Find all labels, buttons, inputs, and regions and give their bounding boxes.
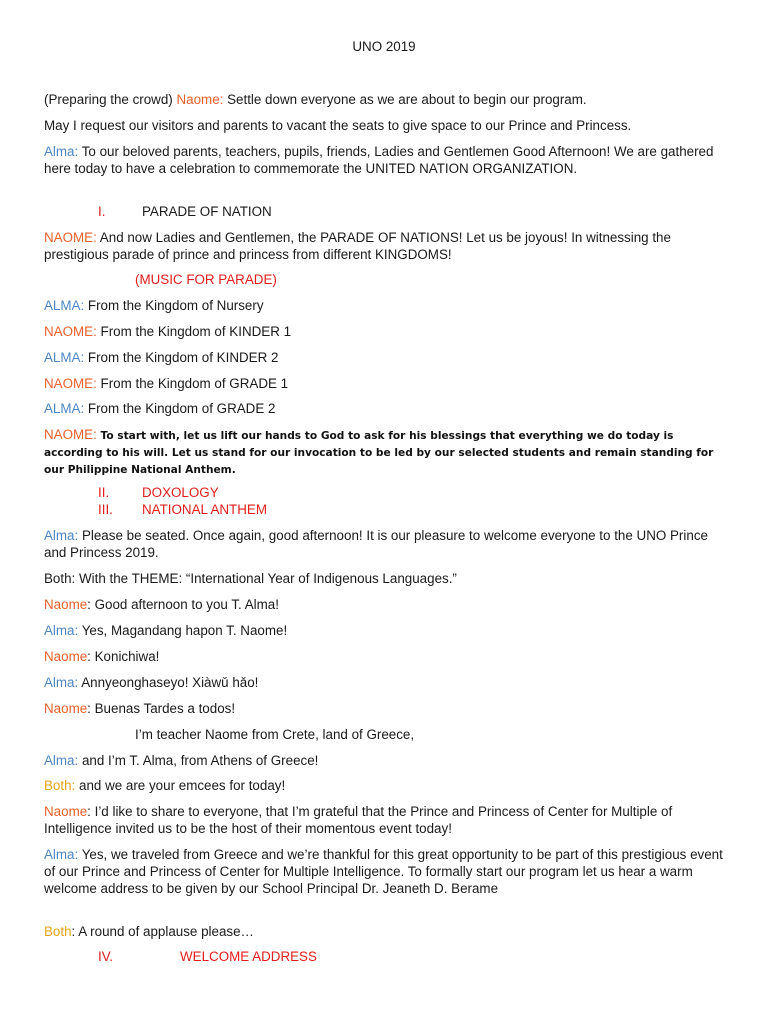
speaker-alma: ALMA:: [44, 298, 85, 313]
heading-national-anthem: III. NATIONAL ANTHEM: [98, 502, 267, 517]
heading-number: II.: [98, 485, 110, 500]
kingdom-line-kinder-2: ALMA: From the Kingdom of KINDER 2: [44, 350, 279, 365]
line-t-alma: Alma: and I’m T. Alma, from Athens of Greece!: [44, 753, 319, 768]
speaker-alma: ALMA:: [44, 350, 85, 365]
speaker-alma: Alma:: [44, 623, 79, 638]
speaker-alma: Alma:: [44, 528, 79, 543]
paragraph-theme: Both: With the THEME: “International Year of Indigenous Languages.”: [44, 571, 457, 586]
heading-number: III.: [98, 502, 113, 517]
heading-number: I.: [98, 204, 106, 219]
line-konichiwa: Naome: Konichiwa!: [44, 649, 160, 664]
line-annyeonghaseyo: Alma: Annyeonghaseyo! Xiàwǔ hǎo!: [44, 675, 259, 690]
kingdom-line-grade-1: NAOME: From the Kingdom of GRADE 1: [44, 376, 289, 391]
speaker-naome: NAOME:: [44, 324, 97, 339]
speaker-naome: Naome:: [176, 92, 224, 107]
speaker-alma: ALMA:: [44, 401, 85, 416]
speaker-naome: NAOME:: [44, 427, 97, 442]
speaker-alma: Alma:: [44, 847, 79, 862]
heading-parade-of-nation: I. PARADE OF NATION: [98, 204, 272, 219]
speaker-both: Both: [44, 924, 72, 939]
paragraph-grateful: Naome: I’d like to share to everyone, that I’m grateful that the Prince and Princess of Center for Multiple of Intelligence invited us to be the host of their momentous event today!: [44, 804, 673, 836]
paragraph-request-visitors: May I request our visitors and parents to vacant the seats to give space to our Prince and Princess.: [44, 118, 632, 133]
speaker-alma: Alma:: [44, 675, 79, 690]
heading-welcome-address: IV. WELCOME ADDRESS: [98, 949, 317, 964]
speaker-naome: Naome: [44, 597, 88, 612]
heading-doxology: II. DOXOLOGY: [98, 485, 219, 500]
heading-number: IV.: [98, 949, 114, 964]
paragraph-traveled-from-greece: Alma: Yes, we traveled from Greece and we’re thankful for this great opportunity to be part of this prestigious event of our Prince and Princess of Center for Multiple Intelligence. To formally start our program let us hear a warm welcome address to be given by our School Principal Dr. Jeaneth D. Berame: [44, 847, 723, 896]
line-emcees: Both: and we are your emcees for today!: [44, 778, 286, 793]
paragraph-preparing-crowd: (Preparing the crowd) Naome: Settle down everyone as we are about to begin our program.: [44, 92, 587, 107]
speaker-both: Both:: [44, 778, 76, 793]
music-cue: (MUSIC FOR PARADE): [135, 272, 277, 287]
kingdom-line-grade-2: ALMA: From the Kingdom of GRADE 2: [44, 401, 276, 416]
document-title: UNO 2019: [352, 39, 416, 54]
line-buenas-tardes: Naome: Buenas Tardes a todos!: [44, 701, 236, 716]
speaker-alma: Alma:: [44, 144, 79, 159]
line-good-afternoon: Naome: Good afternoon to you T. Alma!: [44, 597, 279, 612]
paragraph-parade-intro: NAOME: And now Ladies and Gentlemen, the PARADE OF NATIONS! Let us be joyous! In witnessing the prestigious parade of prince and princess from different KINGDOMS!: [44, 230, 671, 262]
paragraph-please-be-seated: Alma: Please be seated. Once again, good afternoon! It is our pleasure to welcome everyone to the UNO Prince and Princess 2019.: [44, 528, 708, 560]
paragraph-welcome-alma: Alma: To our beloved parents, teachers, pupils, friends, Ladies and Gentlemen Good Afternoon! We are gathered here today to have a celebration to commemorate the UNITED NATION ORGANIZATION.: [44, 144, 714, 176]
kingdom-line-kinder-1: NAOME: From the Kingdom of KINDER 1: [44, 324, 292, 339]
line-round-of-applause: Both: A round of applause please…: [44, 924, 254, 939]
speaker-naome: Naome: [44, 701, 88, 716]
speaker-naome: NAOME:: [44, 376, 97, 391]
speaker-alma: Alma:: [44, 753, 79, 768]
line-teacher-naome: I’m teacher Naome from Crete, land of Greece,: [135, 727, 415, 742]
line-magandang-hapon: Alma: Yes, Magandang hapon T. Naome!: [44, 623, 288, 638]
paragraph-invocation: NAOME: To start with, let us lift our hands to God to ask for his blessings that everything we do today is according to his will. Let us stand for our invocation to be led by our selected students and remain standing for our Philippine National Anthem.: [44, 427, 714, 476]
speaker-naome: Naome: [44, 649, 88, 664]
speaker-naome: Naome: [44, 804, 88, 819]
speaker-naome: NAOME:: [44, 230, 97, 245]
kingdom-line-nursery: ALMA: From the Kingdom of Nursery: [44, 298, 264, 313]
